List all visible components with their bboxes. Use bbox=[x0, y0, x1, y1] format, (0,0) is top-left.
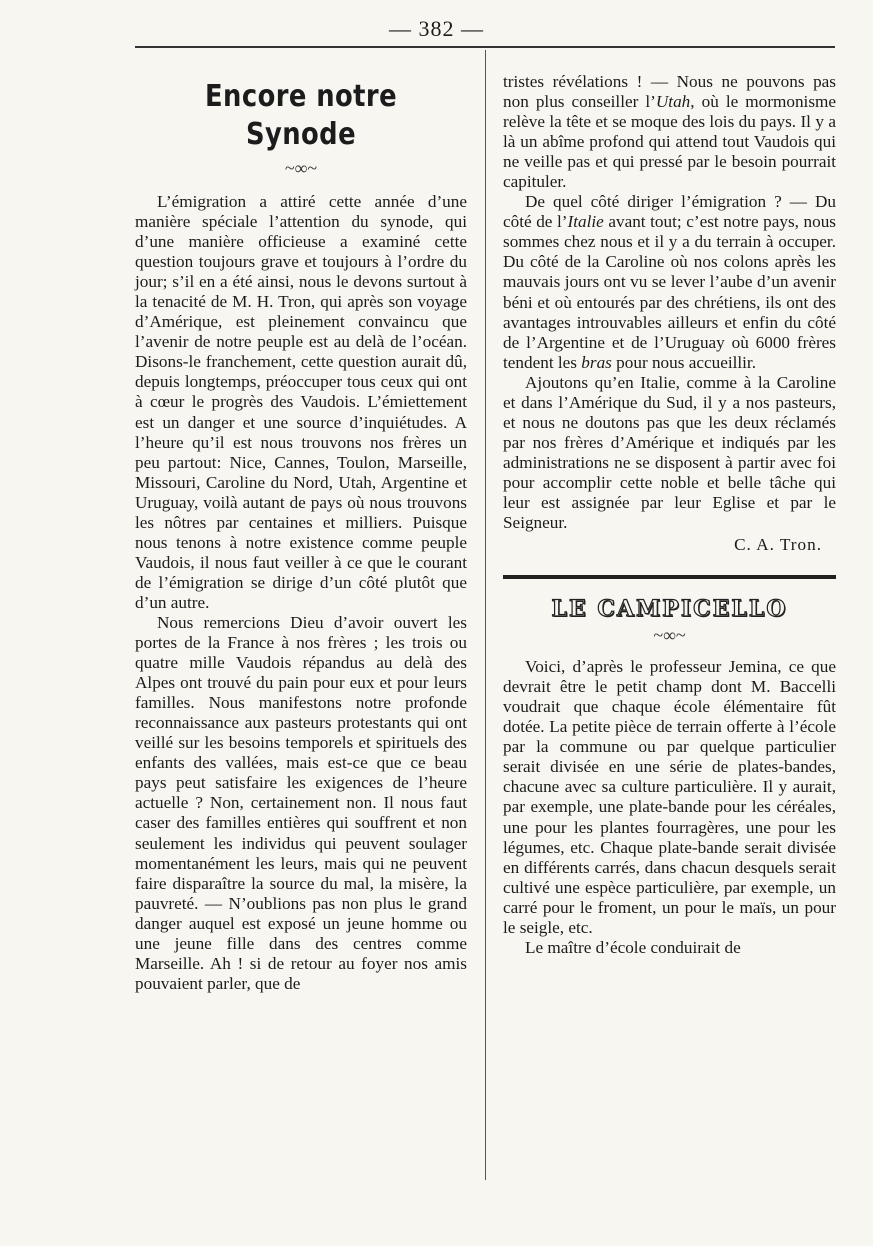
paragraph-voici: Voici, d’après le professeur Jemina, ce que devrait être le petit champ dont M. Baccelli voudrait que chaque école élémentaire fût dotée. La petite pièce de terrain offerte à l’école par la commune ou par quelque particulier serait divisée en une série de plates-bandes, chacune avec sa culture particulière. Il y aurait, par exemple, une plate-bande pour les céréales, une pour les plantes fourragères, une pour les légumes, etc. Chaque plate-bande serait divisée en différents carrés, dans chacun desquels serait cultivé une espèce particulière, par exemple, un carré pour le froment, un pour le maïs, un pour le seigle, etc. bbox=[503, 657, 836, 937]
article-title-synode: Encore notre Synode bbox=[204, 79, 398, 152]
text-fragment: avant tout; c’est notre pays, nous sommes chez nous et il y a du terrain à occuper. Du côté de la Caroline où nos colons après les mauvais jours ont vu se lever l’aube d’un avenir béni et où entourés par des chrétiens, ils ont des avantages introuvables ailleurs et enfin du côté de l’Argentine et de l’Uruguay où 6000 frères tendent les bbox=[503, 212, 836, 372]
italic-italie: Italie bbox=[567, 212, 604, 232]
italic-utah: Utah bbox=[655, 92, 691, 112]
text-fragment: tristes révélations ! — Nous ne pouvons pas non plus conseiller l’ bbox=[503, 72, 836, 112]
text-fragment: , où le mormonisme relève la tête et se moque des lois du pays. Il y a là un abîme profond qui attend tout Vaudois qui ne veille pas et qui pressé par le besoin pourrait capituler. bbox=[503, 92, 836, 192]
text-fragment: pour nous accueillir. bbox=[611, 352, 757, 372]
header-rule bbox=[135, 46, 835, 48]
signature: C. A. Tron. bbox=[734, 535, 822, 555]
paragraph-continuation bbox=[503, 72, 836, 192]
paragraph-ajoutons: Ajoutons qu’en Italie, comme à la Caroline et dans l’Amérique du Sud, il y a nos pasteurs, et nous ne doutons pas que les deux réclamés par nos frères d’Amérique et indiqués par les administrations ne se disposent à partir avec foi pour accomplir cette noble et belle tâche qui leur est assignée par leur Eglise et par le Seigneur. bbox=[503, 372, 836, 533]
paragraph-remercions: Nous remercions Dieu d’avoir ouvert les portes de la France à nos frères ; les trois ou quatre mille Vaudois répandus au delà des Alpes ont trouvé du pain pour eux et pour leurs familles. Nous manifestons notre profonde reconnaissance aux pasteurs protestants qui ont veillé sur les besoins temporels et spirituels des enfants des vallées, mais est-ce que ce beau pays peut satisfaire les exigences de l’heure actuelle ? Non, certainement non. Il nous faut caser des familles entières qui souffrent et non seulement les individus qui peuvent soulager momentanément les leurs, mais qui ne peuvent faire disparaître la source du mal, la misère, la pauvreté. — N’oublions pas non plus le grand danger auquel est exposé un jeune homme ou une jeune fille dans des centres comme Marseille. Ah ! si de retour au foyer nos amis pouvaient parler, que de bbox=[135, 612, 467, 993]
right-column bbox=[503, 72, 836, 958]
paragraph-diriger bbox=[503, 192, 836, 372]
title-ornament: ~∞~ bbox=[653, 625, 686, 646]
article-title-campicello: LE CAMPICELLO bbox=[551, 596, 788, 623]
column-divider bbox=[485, 50, 486, 1180]
page-number: — 382 — bbox=[389, 16, 484, 41]
text-fragment: De quel côté diriger l’émigration ? — Du côté de l’ bbox=[503, 192, 836, 232]
left-column bbox=[135, 72, 467, 994]
paragraph-emigration: L’émigration a attiré cette année d’une manière spéciale l’attention du synode, qui d’une manière officieuse a examiné cette question toujours grave et toujours à l’ordre du jour; s’il en a été ainsi, nous le devons surtout à la tenacité de M. H. Tron, qui après son voyage d’Amérique, est pleinement convaincu que l’avenir de notre peuple est au delà de l’océan. Disons-le franchement, cette question aurait dû, depuis longtemps, préoccuper tous ceux qui ont à cœur le progrès des Vaudois. L’émiettement est un danger et une source d’inquiétudes. A l’heure qu’il est nous trouvons nos frères un peu partout: Nice, Cannes, Toulon, Marseille, Missouri, Caroline du Nord, Utah, Argentine et Uruguay, voilà autant de pays où nous trouvons les nôtres par centaines et milliers. Puisque nous tenons à notre existence comme peuple Vaudois, il nous faut veiller à ce que le courant de l’émigration se dirige d’un côté plutôt que d’un autre. bbox=[135, 192, 467, 612]
title-ornament: ~∞~ bbox=[284, 158, 318, 178]
italic-bras: bras bbox=[581, 352, 612, 372]
section-rule bbox=[503, 575, 836, 579]
paragraph-maitre: Le maître d’école conduirait de bbox=[525, 937, 741, 957]
